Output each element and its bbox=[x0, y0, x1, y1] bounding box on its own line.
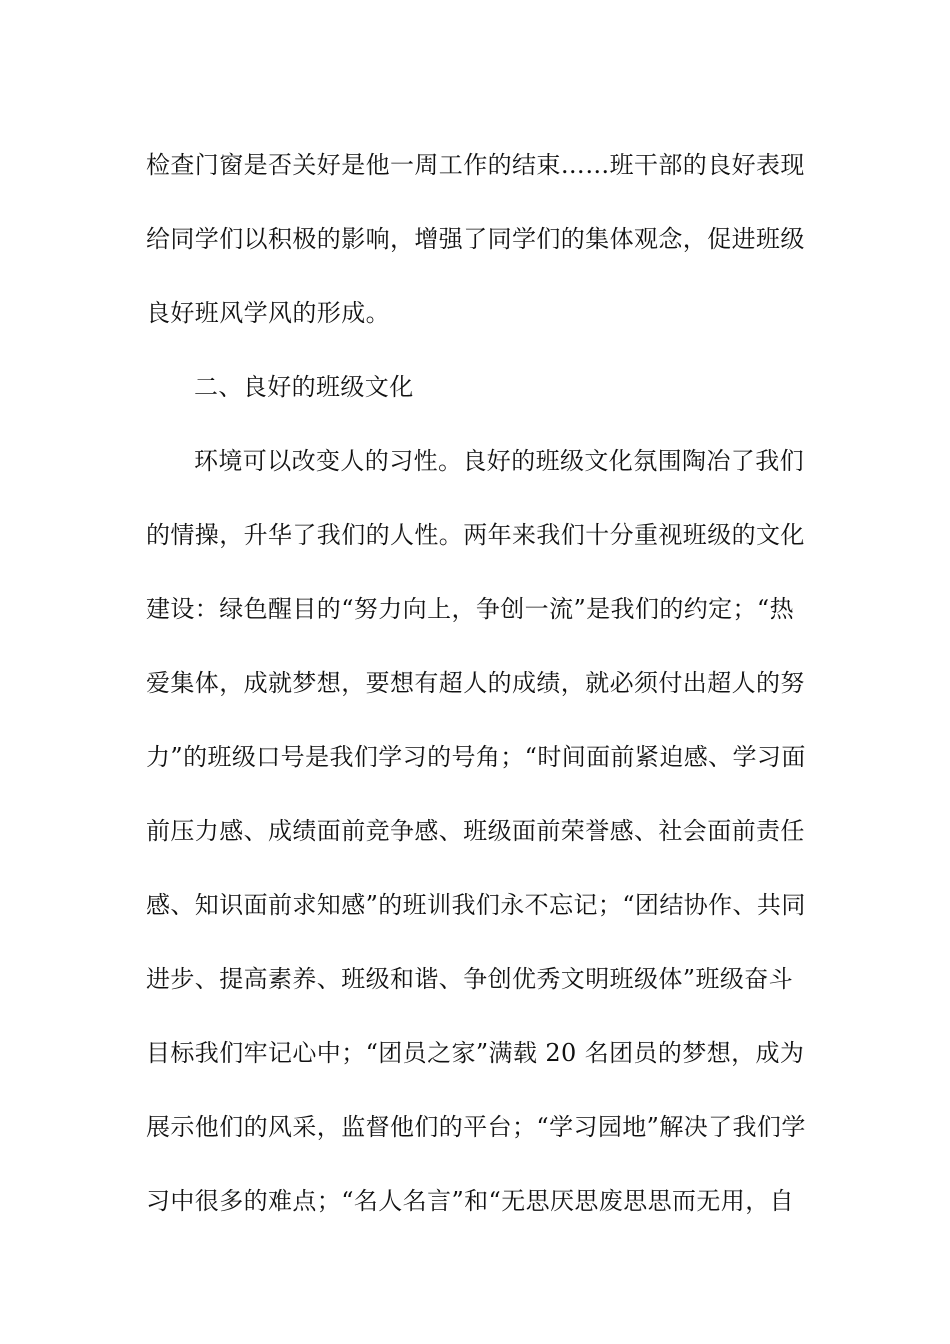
text-line: 目标我们牢记心中；“团员之家”满载 20 名团员的梦想，成为 bbox=[146, 1039, 805, 1067]
text-line: 爱集体，成就梦想，要想有超人的成绩，就必须付出超人的努 bbox=[146, 669, 805, 697]
section-heading: 二、良好的班级文化 bbox=[194, 373, 414, 401]
document-body bbox=[146, 128, 806, 1238]
text-line: 的情操，升华了我们的人性。两年来我们十分重视班级的文化 bbox=[146, 521, 805, 549]
text-line: 感、知识面前求知感”的班训我们永不忘记；“团结协作、共同 bbox=[146, 891, 806, 919]
text-line: 前压力感、成绩面前竞争感、班级面前荣誉感、社会面前责任 bbox=[146, 817, 805, 845]
text-line: 良好班风学风的形成。 bbox=[146, 299, 390, 327]
text-line: 检查门窗是否关好是他一周工作的结束……班干部的良好表现 bbox=[146, 151, 805, 179]
text-line: 习中很多的难点；“名人名言”和“无思厌思废思思而无用，自 bbox=[146, 1187, 795, 1215]
text-line: 给同学们以积极的影响，增强了同学们的集体观念，促进班级 bbox=[146, 225, 805, 253]
text-line: 环境可以改变人的习性。良好的班级文化氛围陶冶了我们 bbox=[194, 447, 804, 475]
text-line: 展示他们的风采，监督他们的平台；“学习园地”解决了我们学 bbox=[146, 1113, 806, 1141]
text-line: 力”的班级口号是我们学习的号角；“时间面前紧迫感、学习面 bbox=[146, 743, 806, 771]
text-line: 进步、提高素养、班级和谐、争创优秀文明班级体”班级奋斗 bbox=[146, 965, 794, 993]
text-line: 建设：绿色醒目的“努力向上，争创一流”是我们的约定；“热 bbox=[146, 595, 795, 623]
